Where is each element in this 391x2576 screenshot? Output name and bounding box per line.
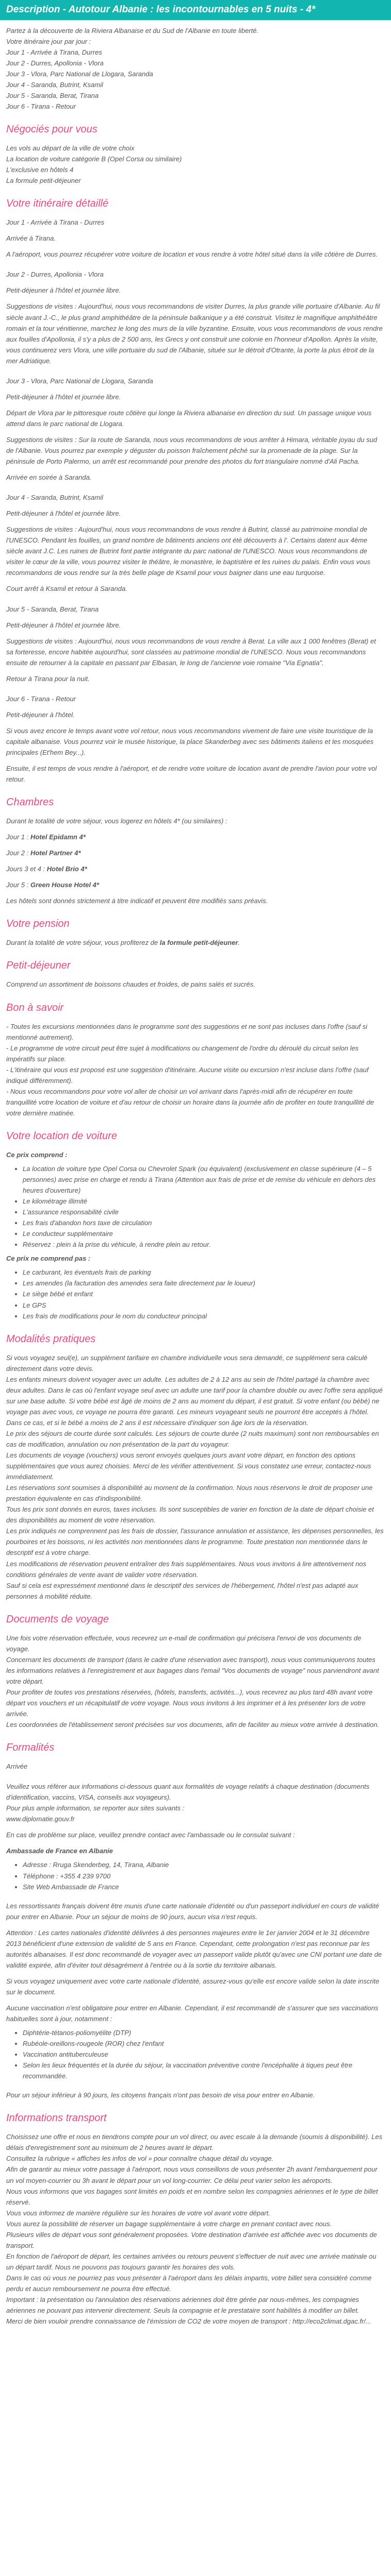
transport-paragraph: Consultez la rubrique « affiches les infos de vol » pour connaître chaque détail du voyage. <box>6 2155 274 2163</box>
formalites-intro: Arrivée <box>6 1762 28 1771</box>
day-text: Petit-déjeuner à l'hôtel et journée libre. <box>6 286 121 295</box>
documents-paragraph: Une fois votre réservation effectuée, vous recevrez un e-mail de confirmation qui précisera l'envoi de vos documents de voyage. <box>6 1634 362 1653</box>
list-item: • Selon les lieux fréquentés et la durée du séjour, la vaccination préventive contre l'encéphalite à tiques peut être recommandée. <box>23 2060 385 2081</box>
day-text: Suggestions de visites : Aujourd'hui, nous vous recommandons de vous rendre à Berat. La ville aux 1 000 fenêtres (Berat) et sa forteresse, encore habitée aujourd'hui, sont classées au patrimoine mondial de l'UNESCO. Nous vous recommandons ensuite de retourner à la capitale en passant par Elbasan, le long de l'ancienne voie romaine "Via Egnatia". <box>6 637 376 667</box>
formalites-paragraph: Attention : Les cartes nationales d'identité délivrées à des personnes majeures entre le 1er janvier 2004 et le 31 décembre 2013 bénéficient d'une extension de validité de 5 ans en France. Cependant, cette prolongation n'est pas reconnue par les autorités albanaises. Il est donc recommandé de voyager avec un passeport valide plutôt qu'avec une CNI portant une date de validité expirée, afin d'éviter tout désagrément à l'entrée ou à la sortie du territoire albanais. <box>6 1928 382 1969</box>
bonasavoir-line: - Nous vous recommandons pour votre vol aller de choisir un vol arrivant dans l'après-midi afin de récupérer en toute tranquillité votre location de voiture et d'au retour de choisir un horaire dans la journée afin de profiter en toute tranquillité de votre dernière matinée. <box>6 1087 374 1117</box>
intro-line: Votre itinéraire jour par jour : <box>6 37 91 45</box>
day-text: Suggestions de visites : Sur la route de Saranda, nous vous recommandons de vous arrêter à Himara, véritable joyau du sud de l'Albanie. Vous pourrez par exemple y déguster du poisson fraîchement pêché sur la promenade de la plage. Sur la péninsule de Porto Palermo, un arrêt est recommandé pour prendre des photos du fort triangulaire nommé d'Ali Pacha. <box>6 435 378 466</box>
embassy-title: Ambassade de France en Albanie <box>6 1847 113 1855</box>
formalites-paragraph: Les ressortissants français doivent être munis d'une carte nationale d'identité ou d'un passeport individuel en cours de validité pour entrer en Albanie. Pour un séjour de moins de 90 jours, aucun visa n'est requis. <box>6 1902 379 1921</box>
voiture-included-list <box>6 1163 385 1250</box>
day-title: Jour 6 - Tirana - Retour <box>6 694 76 703</box>
chambres-intro: Durant le totalité de votre séjour, vous logerez en hôtels 4* (ou similaires) : <box>6 817 227 825</box>
intro-line: Jour 5 - Saranda, Berat, Tirana <box>6 91 99 99</box>
day-text: Retour à Tirana pour la nuit. <box>6 674 90 683</box>
list-item: • Le GPS <box>23 1300 385 1311</box>
hotel-name: Hotel Brio 4* <box>46 865 87 873</box>
transport-paragraph: Plusieurs villes de départ vous sont généralement proposées. Votre destination d'arrivée est affichée avec vos documents de transport. <box>6 2230 377 2249</box>
modalite-paragraph: Les réservations sont soumises à disponibilité au moment de la confirmation. Nous nous réservons le droit de proposer une prestation équivalente en cas d'indisponibilité. <box>6 1484 373 1503</box>
embassy-list <box>6 1859 385 1892</box>
list-item: • Vaccination antituberculeuse <box>23 2049 385 2060</box>
list-item[interactable]: • Site Web Ambassade de France <box>23 1882 385 1892</box>
intro-line: Jour 1 - Arrivée à Tirana, Durres <box>6 48 102 56</box>
pension-text: Durant la totalité de votre séjour, vous profiterez de la formule petit-déjeuner. <box>6 939 240 947</box>
list-item: • La location de voiture type Opel Corsa ou Chevrolet Spark (ou équivalent) (exclusivement en classe supérieure (4 – 5 personnes) avec prise en charge et rendu à Tirana (Attention aux frais de prise et de remise du véhicule en dehors des heures d'ouverture) <box>23 1163 385 1196</box>
negocie-line: La formule petit-déjeuner <box>6 177 81 185</box>
day-text: Petit-déjeuner à l'hôtel et journée libre. <box>6 510 121 518</box>
formalites-link[interactable]: www.diplomatie.gouv.fr <box>6 1815 75 1823</box>
hotel-line: Jour 1 : Hotel Epidamn 4* <box>6 833 86 841</box>
negocie-line: La location de voiture catégorie B (Opel Corsa ou similaire) <box>6 155 182 163</box>
day-text: Ensuite, il est temps de vous rendre à l'aéroport, et de rendre votre voiture de location avant de prendre l'avion pour votre vol retour. <box>6 765 377 784</box>
voiture-excluded-list <box>6 1267 385 1321</box>
list-item: • Réservez : plein à la prise du véhicule, à rendre plein au retour. <box>23 1239 385 1250</box>
formalites-paragraph: Pour plus ample information, se reporter aux sites suivants : <box>6 1804 185 1812</box>
chambres-note: Les hôtels sont donnés strictement à titre indicatif et peuvent être modifiés sans préavis. <box>6 897 268 905</box>
intro-line: Jour 6 - Tirana - Retour <box>6 103 76 111</box>
list-item: • Le conducteur supplémentaire <box>23 1228 385 1239</box>
negocie-line: L'exclusive en hôtels 4 <box>6 166 74 174</box>
day-text: Suggestions de visites : Aujourd'hui, nous vous recommandons de visiter Durres, la plus grande ville portuaire d'Albanie. Au fil siècle avant J.-C., le plus grand amphithéâtre de la péninsule balkanique y a été construit. Visitez le magnifique amphithéâtre romain et la tour vénitienne, marchez le long des murs de la ville byzantine. Ensuite, vous vous recommandons de vous rendre aux fouilles d'Apollonia, il s'y a plus de 2 500 ans, les Grecs y ont construit une colonie en l'honneur d'Apollon. Après la visite, vous continuerez vers Vlora, une ville portuaire du sud de l'Albanie, située sur le détroit d'Otrante, la porte la plus étroit de la mer Adriatique. <box>6 302 383 365</box>
modalite-paragraph: Sauf si cela est expressément mentionné dans le descriptif des services de l'hébergement, l'hôtel n'est pas adapté aux personnes à mobilité réduite. <box>6 1581 359 1600</box>
day-title: Jour 5 - Saranda, Berat, Tirana <box>6 605 99 613</box>
list-item: • Les frais de modifications pour le nom du conducteur principal <box>23 1311 385 1321</box>
description-content <box>0 20 391 2343</box>
day-text: Départ de Vlora par le pittoresque route côtière qui longe la Riviera albanaise en direction du sud. Un passage unique vous attend dans le parc national de Llogara. <box>6 409 372 428</box>
documents-paragraph: Pour profiter de toutes vos prestations réservées, (hôtels, transferts, activités...), vous recevrez au plus tard 48h avant votre départ vos vouchers et un récapitulatif de votre voyage. Nous vous invitons à les imprimer et à les présenter lors de votre arrivée. <box>6 1688 373 1718</box>
intro <box>6 25 385 112</box>
list-item: • Téléphone : +355 4 239 9700 <box>23 1871 385 1882</box>
transport-paragraph: Choisissez une offre et nous en tiendrons compte pour un vol direct, ou avec escale à la demande (soumis à disponibilité). Les délais d'enregistrement sont au minimum de 2 heures avant le départ. <box>6 2133 383 2152</box>
list-item: • Les frais d'abandon hors taxe de circulation <box>23 1217 385 1228</box>
modalite-paragraph: Le prix des séjours de courte durée sont calculés. Les séjours de courte durée (2 nuits maximum) sont non remboursables en cas de modification, annulation ou non présentation de la part du voyageur. <box>6 1429 379 1448</box>
intro-line: Partez à la découverte de la Riviera Albanaise et du Sud de l'Albanie en toute liberté. <box>6 26 259 35</box>
formalites-paragraph: Si vous voyagez uniquement avec votre carte nationale d'identité, assurez-vous qu'elle est encore valide selon la date inscrite sur le document. <box>6 1977 380 1996</box>
section-heading: Petit-déjeuner <box>6 960 71 972</box>
list-item: • Le carburant, les éventuels frais de parking <box>23 1267 385 1278</box>
intro-line: Jour 2 - Durres, Apollonia - Vlora <box>6 59 104 67</box>
transport-paragraph: Nous vous informons que vos bagages sont limités en poids et en nombre selon les compagnies aériennes et le type de billet réservé. <box>6 2187 378 2206</box>
day-text: Si vous avez encore le temps avant votre vol retour, nous vous recommandons vivement de faire une visite touristique de la capitale albanaise. Vous pourrez voir le musée historique, la place Skanderbeg avec ses bâtiments italiens et les mosquées principales (Et'hem Bey...). <box>6 726 374 756</box>
intro-line: Jour 3 - Vlora, Parc National de Llogara, Saranda <box>6 70 153 78</box>
list-item: • Diphtérie-tétanos-poliomyélite (DTP) <box>23 2027 385 2038</box>
day-text: Arrivée en soirée à Saranda. <box>6 473 92 482</box>
day-text: Petit-déjeuner à l'hôtel et journée libre. <box>6 393 121 401</box>
section-heading: Formalités <box>6 1742 55 1754</box>
bonasavoir-line: - Toutes les excursions mentionnées dans le programme sont des suggestions et ne sont pas incluses dans l'offre (sauf si mentionné autrement). <box>6 1022 368 1041</box>
day-text: Court arrêt à Ksamil et retour à Saranda. <box>6 585 127 593</box>
list-item: • Le siège bébé et enfant <box>23 1289 385 1299</box>
day-title: Jour 4 - Saranda, Butrint, Ksamil <box>6 494 103 502</box>
section-heading: Bon à savoir <box>6 1002 64 1013</box>
voiture-excluded-title: Ce prix ne comprend pas : <box>6 1255 91 1263</box>
vaccine-list <box>6 2027 385 2081</box>
formalites-paragraph: En cas de problème sur place, veuillez prendre contact avec l'ambassade ou le consulat suivant : <box>6 1831 295 1839</box>
day-text: Arrivée à Tirana. <box>6 234 56 243</box>
transport-paragraph: Important : la présentation ou l'annulation des réservations aériennes doit être gérée par nous-mêmes, les compagnies aériennes ne pouvant pas intervenir directement. Seuls la compagnie et le prestataire sont habilités à modifier un billet. <box>6 2296 360 2315</box>
transport-paragraph: Vous vous informez de manière régulière sur les horaires de votre vol avant votre départ. <box>6 2209 270 2217</box>
modalite-paragraph: Les modifications de réservation peuvent entraîner des frais supplémentaires. Nous vous invitons à lire attentivement nos conditions générales de vente avant de valider votre réservation. <box>6 1560 367 1579</box>
transport-paragraph: En fonction de l'aéroport de départ, les certaines arrivées ou retours peuvent s'effectuer de nuit avec une arrivée matinale ou un départ tardif. Nous ne pouvons pas toujours garantir les horaires des vols. <box>6 2252 377 2271</box>
list-item: • Rubéole-oreillons-rougeole (ROR) chez l'enfant <box>23 2038 385 2049</box>
modalite-paragraph: Tous les prix sont donnés en euros, taxes incluses. Ils sont susceptibles de varier en fonction de la date de départ choisie et des disponibilités au moment de votre réservation. <box>6 1505 374 1524</box>
list-item: • Les amendes (la facturation des amendes sera faite directement par le loueur) <box>23 1278 385 1289</box>
day-title: Jour 1 - Arrivée à Tirana - Durres <box>6 218 105 227</box>
day-text: A l'aéroport, vous pourrez récupérer votre voiture de location et vous rendre à votre hôtel situé dans la ville côtière de Durres. <box>6 250 378 259</box>
section-heading: Informations transport <box>6 2112 107 2124</box>
day-text: Petit-déjeuner à l'hôtel et journée libre. <box>6 621 121 629</box>
section-heading: Modalités pratiques <box>6 1333 96 1345</box>
petitdej-text: Comprend un assortiment de boissons chaudes et froides, de pains salés et sucrés. <box>6 980 255 989</box>
section-heading: Chambres <box>6 796 54 808</box>
negocie-line: Les vols au départ de la ville de votre choix <box>6 144 135 152</box>
transport-paragraph: Afin de garantir au mieux votre passage à l'aéroport, nous vous conseillons de vous présenter 2h avant l'embarquement pour un vol moyen-courrier ou 3h avant le départ pour un vol long-courrier. Ce délai peut varier selon les aéroports. <box>6 2165 378 2184</box>
documents-paragraph: Concernant les documents de transport (dans le cadre d'une réservation avec transport), nous vous communiquerons toutes les informations relatives à l'enregistrement et aux bagages dans l'email "Vos documents de voyage" nous parviendront avant votre départ. <box>6 1655 379 1685</box>
section-heading: Négociés pour vous <box>6 124 97 135</box>
documents-paragraph: Les coordonnées de l'établissement seront précisées sur vos documents, afin de faciliter au mieux votre arrivée à destination. <box>6 1721 379 1729</box>
formalites-closing: Pour un séjour inférieur à 90 jours, les citoyens français n'ont pas besoin de visa pour entrer en Albanie. <box>6 2091 315 2099</box>
hotel-name: Hotel Epidamn 4* <box>30 833 86 841</box>
list-item: • L'assurance responsabilité civile <box>23 1207 385 1217</box>
modalite-paragraph: Les documents de voyage (vouchers) vous seront envoyés quelques jours avant votre départ, en fonction des options supplémentaires que vous aurez choisies. Merci de les vérifier attentivement. Si vous constatez une erreur, contactez-nous immédiatement. <box>6 1451 371 1481</box>
day-title: Jour 3 - Vlora, Parc National de Llogara, Saranda <box>6 377 153 385</box>
section-heading: Votre pension <box>6 918 70 930</box>
hotel-line: Jour 5 : Green House Hotel 4* <box>6 881 99 889</box>
transport-paragraph: Merci de bien vouloir prendre connaissance de l'émission de CO2 de votre moyen de transport : http://eco2climat.dgac.fr/... <box>6 2317 371 2326</box>
list-item: • Le kilométrage illimité <box>23 1196 385 1207</box>
hotel-name: Green House Hotel 4* <box>30 881 99 889</box>
modalite-paragraph: Les enfants mineurs doivent voyager avec un adulte. Les adultes de 2 à 12 ans au sein de l'hôtel partagé la chambre avec deux adultes. Dans le cas où l'enfant voyage seul avec un adulte une tarif pour la chambre double ou avec l'offre sera appliqué sur une base adulte. Si votre bébé est âgé de moins de 2 ans au moment du départ, il est gratuit. Si votre enfant (ou bébé) ne voyage pas avec vous, ce voyage ne pourra être garanti. Les mineurs voyageant seuls ne pourront être acceptés à l'hôtel. Dans ce cas, et si le bébé a moins de 2 ans il est nécessaire d'indiquer son âge lors de la réservation. <box>6 1375 383 1427</box>
section-heading: Votre location de voiture <box>6 1130 117 1142</box>
section-heading: Documents de voyage <box>6 1613 109 1625</box>
list-item: • Adresse : Rruga Skenderbeg, 14, Tirana, Albanie <box>23 1859 385 1870</box>
modalite-paragraph: Si vous voyagez seul(e), un supplément tarifaire en chambre individuelle vous sera demandé, ce supplément sera calculé directement dans votre devis. <box>6 1353 368 1372</box>
section-heading: Votre itinéraire détaillé <box>6 198 109 210</box>
day-text: Suggestions de visites : Aujourd'hui, nous vous recommandons de vous rendre à Butrint, classé au patrimoine mondial de l'UNESCO. Pendant les fouilles, un grand nombre de bâtiments anciens ont été découverts à l'. Certains datent aux 4ème siècle avant J.C. Les ruines de Butrint font partie intégrante du parc national de l'UNESCO. Nous vous recommandons de visiter le cœur de la ville, vous pourrez visiter le théâtre, le monastère, le baptistère et les ruines du palais. Enfin vous vous recommandons de vous rendre sur la très belle plage de Ksamil pour vous baigner dans une eau turquoise. <box>6 526 370 577</box>
hotel-line: Jour 2 : Hotel Partner 4* <box>6 849 81 857</box>
modalite-paragraph: Les prix indiqués ne comprennent pas les frais de dossier, l'assurance annulation et assistance, les dépenses personnelles, les pourboires et les boissons, ni les activités non mentionnées dans le programme. Toute prestation non mentionnée dans le descriptif est à votre charge. <box>6 1527 384 1557</box>
hotel-line: Jours 3 et 4 : Hotel Brio 4* <box>6 865 87 873</box>
transport-paragraph: Dans le cas où vous ne pourriez pas vous présenter à l'aéroport dans les délais impartis, votre billet sera considéré comme perdu et aucun remboursement ne pourra être effectué. <box>6 2274 372 2293</box>
day-title: Jour 2 - Durres, Apollonia - Vlora <box>6 270 104 279</box>
bonasavoir-line: - Le programme de votre circuit peut être sujet à modifications ou changement de l'ordre du déroulé du circuit selon les impératifs sur place. <box>6 1044 359 1063</box>
transport-paragraph: Vous aurez la possibilité de réserver un bagage supplémentaire à votre charge en prenant contact avec nous. <box>6 2219 332 2228</box>
formalites-paragraph: Veuillez vous référer aux informations ci-dessous quant aux formalités de voyage relatifs à chaque destination (documents d'identification, vaccins, VISA, conseils aux voyageurs). <box>6 1783 370 1802</box>
intro-line: Jour 4 - Saranda, Butrint, Ksamil <box>6 80 103 89</box>
voiture-included-title: Ce prix comprend : <box>6 1150 68 1159</box>
page-title: Description - Autotour Albanie : les incontournables en 5 nuits - 4* <box>0 0 391 20</box>
day-text: Petit-déjeuner à l'hôtel. <box>6 710 75 719</box>
formalites-paragraph: Aucune vaccination n'est obligatoire pour entrer en Albanie. Cependant, il est recommandé de s'assurer que ses vaccinations habituelles sont à jour, notamment : <box>6 2004 379 2023</box>
hotel-name: Hotel Partner 4* <box>30 849 81 857</box>
bonasavoir-line: - L'itinéraire qui vous est proposé est une suggestion d'itinéraire. Aucune visite ou excursion n'est incluse dans l'offre (sauf indiqué différemment). <box>6 1065 369 1084</box>
